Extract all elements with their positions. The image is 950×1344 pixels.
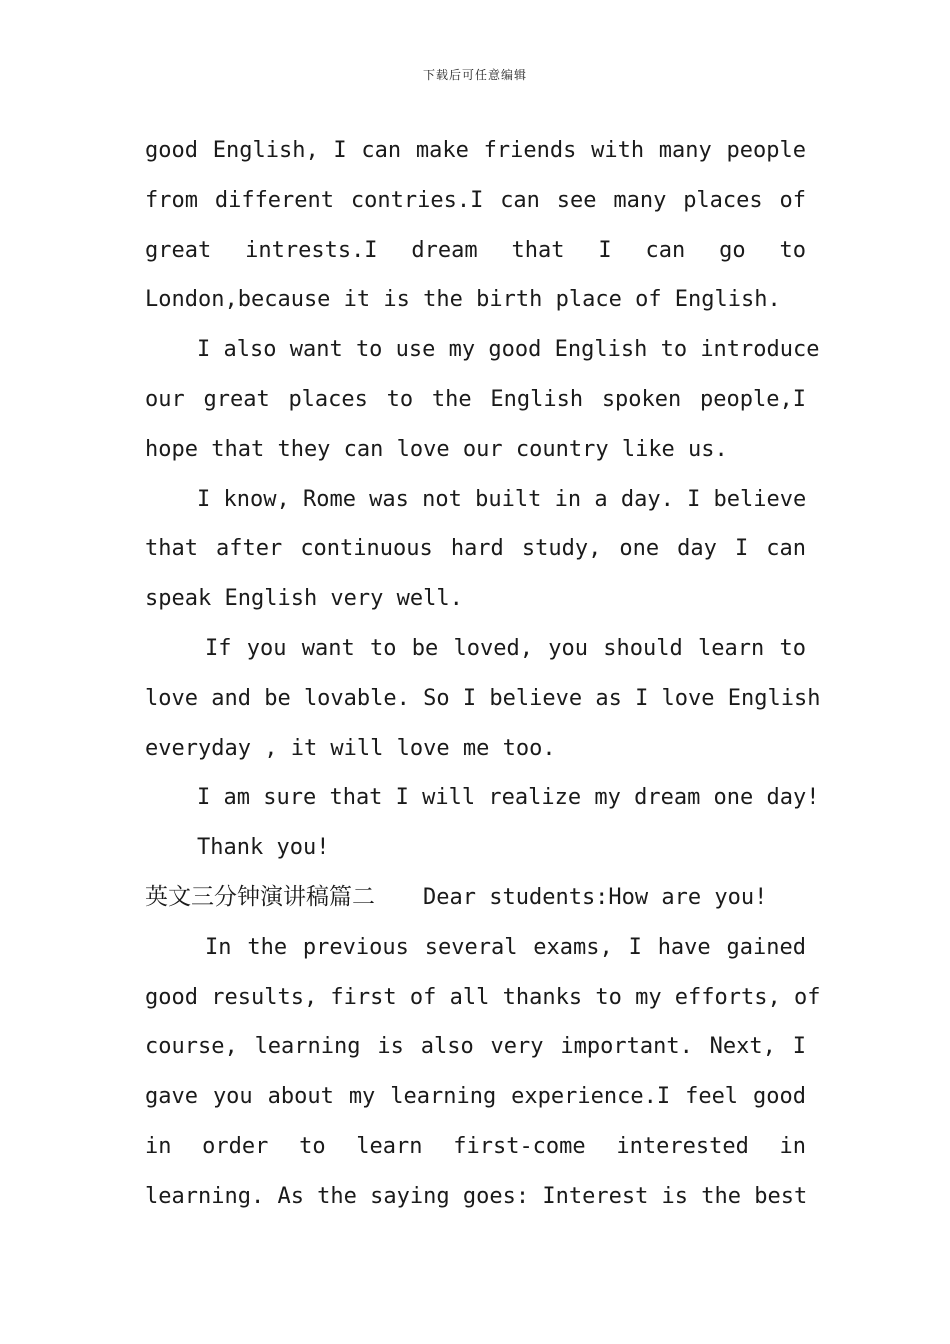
greeting: Dear students:How are you! — [423, 884, 768, 910]
text-line: love and be lovable. So I believe as I love English — [145, 685, 821, 711]
text-line: London,because it is the birth place of English. — [145, 287, 781, 313]
text-line: gave you about my learning experience.I feel good — [145, 1084, 806, 1110]
text-line: I know, Rome was not built in a day. I believe — [197, 486, 807, 512]
text-line: from different contries.I can see many places of — [145, 187, 806, 213]
page-header-note: 下载后可任意编辑 — [422, 68, 527, 82]
text-line: In the previous several exams, I have gained — [205, 934, 806, 960]
section-heading: 英文三分钟演讲稿篇二 — [145, 883, 375, 910]
text-line: learning. As the saying goes: Interest is the best — [145, 1183, 808, 1209]
text-line: great intrests.I dream that I can go to — [145, 237, 806, 263]
text-line: Thank you! — [197, 835, 330, 861]
section-heading-line — [145, 873, 806, 923]
text-line: I also want to use my good English to introduce — [197, 337, 820, 363]
text-line: everyday , it will love me too. — [145, 735, 556, 761]
text-line: If you want to be loved, you should learn to — [205, 635, 806, 661]
document-body — [145, 126, 821, 1222]
text-line: good English, I can make friends with many people — [145, 138, 806, 163]
text-line: good results, first of all thanks to my efforts, of — [145, 984, 821, 1010]
text-line: course, learning is also very important. Next, I — [145, 1034, 806, 1060]
text-line: in order to learn first-come interested in — [145, 1133, 806, 1159]
text-line: hope that they can love our country like us. — [145, 436, 728, 462]
text-line: I am sure that I will realize my dream one day! — [197, 785, 820, 811]
text-line: our great places to the English spoken people,I — [145, 386, 806, 412]
text-line: speak English very well. — [145, 586, 463, 612]
text-line: that after continuous hard study, one day I can — [145, 536, 806, 562]
